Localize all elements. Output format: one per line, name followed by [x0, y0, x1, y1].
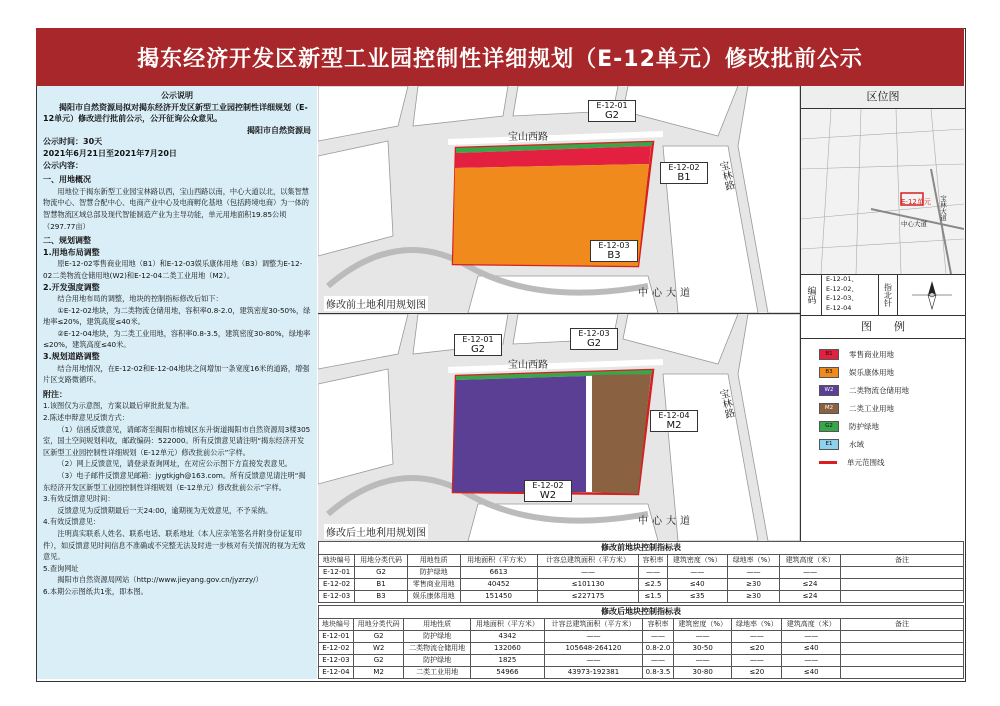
parcel-type: B3 — [607, 250, 621, 261]
parcel-m2-after — [592, 374, 651, 494]
table-cell: —— — [782, 655, 841, 667]
table-cell: 4342 — [470, 631, 544, 643]
table-cell: ≤101130 — [537, 579, 639, 591]
legend-swatch: E1 — [819, 439, 839, 450]
legend-item-b3 — [801, 363, 965, 381]
note-2a: （1）信函反馈意见，请邮寄至揭阳市榕城区东升街道揭阳市自然资源局3楼305室，国土空间规划科收，邮政编码：522000。所有反馈意见请注明“揭东经济开发区新型工业园控制性详细规划（E-12单元）修改批前公示”字样。 — [43, 424, 311, 457]
legend-label: 二类工业用地 — [849, 403, 894, 413]
table-cell: B1 — [355, 579, 408, 591]
label-e12-03-after — [570, 328, 618, 350]
notice-time-range: 2021年6月21日至2021年7月20日 — [43, 148, 177, 158]
table-cell: ≤2.5 — [639, 579, 667, 591]
legend-label: 单元范围线 — [847, 457, 885, 467]
north-label: 指北针 — [879, 275, 898, 315]
column-header: 建筑高度（米） — [780, 555, 841, 567]
note-2: 2.陈述申辩意见反馈方式： — [43, 413, 129, 423]
parcel-type: G2 — [470, 344, 486, 355]
location-unit-label: E-12单元 — [901, 198, 931, 206]
table-cell: —— — [732, 631, 782, 643]
legend-label: 娱乐康体用地 — [849, 367, 894, 377]
table-cell: G2 — [353, 631, 404, 643]
table-cell — [841, 591, 964, 603]
legend-swatch: M2 — [819, 403, 839, 414]
column-header: 备注 — [841, 619, 964, 631]
table-after — [318, 605, 964, 679]
table-cell: —— — [642, 631, 673, 643]
code-list — [822, 275, 879, 315]
table-row — [319, 667, 964, 679]
section-2-1-title: 1.用地布局调整 — [43, 247, 100, 257]
table-cell: —— — [674, 631, 732, 643]
table-cell: ≥30 — [727, 579, 779, 591]
table-cell: 防护绿地 — [404, 631, 470, 643]
legend-swatch: W2 — [819, 385, 839, 396]
notice-panel — [37, 86, 317, 679]
column-header: 绿地率（%） — [727, 555, 779, 567]
table-cell: 0.8-2.0 — [642, 643, 673, 655]
table-after-header — [319, 619, 964, 631]
parcel-type: G2 — [586, 338, 602, 349]
code-item: E-12-02、 — [826, 284, 858, 293]
table-cell — [841, 631, 964, 643]
legend-label: 二类物流仓储用地 — [849, 385, 909, 395]
column-header: 用地分类代码 — [353, 619, 404, 631]
code-item: E-12-04 — [826, 303, 852, 312]
road-north-after: 宝山西路 — [508, 360, 548, 371]
road-south-before: 中心大道 — [638, 288, 694, 299]
column-header: 地块编号 — [319, 555, 355, 567]
section-2-2-a: ①E-12-02地块，为二类物流仓储用地，容积率0.8-2.0，建筑密度30-50%，绿地率≤20%，建筑高度≤40米。 — [43, 305, 311, 327]
legend-title: 图 例 — [801, 316, 965, 339]
note-5: 5.查询网址 — [43, 563, 79, 573]
legend-label: 水域 — [849, 439, 864, 449]
column-header: 用地性质 — [404, 619, 470, 631]
parcel-code: E-12-01 — [462, 335, 494, 344]
table-cell: —— — [639, 567, 667, 579]
table-cell: M2 — [353, 667, 404, 679]
table-cell: ≤20 — [732, 667, 782, 679]
table-cell: 防护绿地 — [404, 655, 470, 667]
location-map — [801, 109, 965, 275]
note-3-text: 反馈意见为反馈期最后一天24:00，逾期视为无效意见，不予采纳。 — [57, 505, 273, 515]
table-cell: 40452 — [460, 579, 537, 591]
section-2-3-title: 3.规划道路调整 — [43, 352, 100, 362]
section-1-title: 一、用地概况 — [43, 175, 91, 185]
note-2b: （2）网上反馈意见，请登录查询网址，在对应公示图下方直接发表意见。 — [57, 459, 292, 469]
legend-item-m2 — [801, 399, 965, 417]
column-header: 用地面积（平方米） — [460, 555, 537, 567]
map-after-label: 修改后土地利用规划图 — [324, 524, 428, 539]
code-box — [801, 275, 965, 316]
column-header: 建筑密度（%） — [667, 555, 727, 567]
note-2c: （3）电子邮件反馈意见邮箱：jygtkjgh@163.com。所有反馈意见请注明“揭东经济开发区新型工业园控制性详细规划（E-12单元）修改批前公示”字样。 — [43, 471, 306, 492]
table-cell — [841, 567, 964, 579]
code-item: E-12-03、 — [826, 294, 858, 302]
section-1-text: 用地位于揭东新型工业园宝林路以西，宝山西路以南，中心大道以北，以集智慧物流中心、智慧合配中心、电商产业中心及电商孵化基地（包括跨境电商）为一体的智慧物流区域总部及现代智能制造产业为主导功能，单元用地面积19.85公顷（297.77亩） — [43, 186, 309, 231]
control-tables — [318, 541, 964, 680]
table-cell: —— — [780, 567, 841, 579]
table-cell: 6613 — [460, 567, 537, 579]
parcel-code: E-12-01 — [596, 101, 628, 110]
north-arrow-icon — [898, 275, 965, 315]
legend-list — [801, 339, 965, 471]
map-before-svg — [318, 86, 800, 313]
parcel-code: E-12-03 — [598, 241, 630, 250]
table-cell: E-12-01 — [319, 567, 355, 579]
table-cell: ≤40 — [782, 667, 841, 679]
table-cell: E-12-04 — [319, 667, 354, 679]
legend-item-b1 — [801, 345, 965, 363]
note-4-text: 注明真实联系人姓名、联系电话、联系地址（本人应亲笔签名并附身份证复印件），如反馈意见时间信息不准确或不完整无法及时进一步核对有关情况的视为无效意见。 — [43, 528, 306, 562]
location-road-2: 宝林大道 — [939, 195, 947, 221]
map-before — [318, 86, 800, 314]
table-row — [319, 655, 964, 667]
column-header: 计容总建筑面积（平方米） — [545, 619, 643, 631]
note-3: 3.有效反馈意见时间： — [43, 494, 115, 504]
table-cell: ≥30 — [727, 591, 779, 603]
location-map-svg — [801, 109, 964, 274]
parcel-code: E-12-03 — [578, 329, 610, 338]
column-header: 容积率 — [642, 619, 673, 631]
table-cell: —— — [545, 655, 643, 667]
road-east-before: 宝林路 — [716, 160, 735, 192]
column-header: 建筑高度（米） — [782, 619, 841, 631]
column-header: 计容总建筑面积（平方米） — [537, 555, 639, 567]
label-e12-03-before — [590, 240, 638, 262]
legend-label: 零售商业用地 — [849, 349, 894, 359]
table-cell: G2 — [353, 655, 404, 667]
table-cell: 105648-264120 — [545, 643, 643, 655]
section-2-title: 二、规划调整 — [43, 236, 91, 246]
legend-item-e1 — [801, 435, 965, 453]
notice-time-label: 公示时间：30天 — [43, 137, 103, 147]
column-header: 用地性质 — [407, 555, 460, 567]
label-e12-01-before — [588, 100, 636, 122]
table-cell: 防护绿地 — [407, 567, 460, 579]
sidebar — [800, 86, 965, 541]
map-after — [318, 314, 800, 542]
parcel-type: W2 — [539, 490, 557, 501]
notice-org: 揭阳市自然资源局 — [247, 125, 311, 135]
road-north-before: 宝山西路 — [508, 132, 548, 143]
label-e12-02-before — [660, 162, 708, 184]
table-cell: —— — [732, 655, 782, 667]
table-cell: W2 — [353, 643, 404, 655]
table-cell: ≤1.5 — [639, 591, 667, 603]
legend-swatch: G2 — [819, 421, 839, 432]
section-2-1-text: 原E-12-02零售商业用地（B1）和E-12-03娱乐康体用地（B3）调整为E-12-02二类物流仓储用地(W2)和E-12-04二类工业用地（M2）。 — [43, 259, 303, 280]
column-header: 地块编号 — [319, 619, 354, 631]
table-before — [318, 541, 964, 603]
table-row — [319, 631, 964, 643]
table-before-body — [319, 567, 964, 603]
label-e12-04-after — [650, 410, 698, 432]
table-cell: E-12-01 — [319, 631, 354, 643]
table-cell: ≤20 — [732, 643, 782, 655]
table-cell: 54966 — [470, 667, 544, 679]
code-label: 编码 — [801, 275, 822, 315]
table-cell — [841, 579, 964, 591]
table-cell: —— — [667, 567, 727, 579]
table-cell: 151450 — [460, 591, 537, 603]
table-cell: ≤35 — [667, 591, 727, 603]
table-cell: ≤40 — [782, 643, 841, 655]
table-cell: ≤24 — [780, 579, 841, 591]
parcel-type: B1 — [677, 172, 691, 183]
notice-intro: 揭阳市自然资源局拟对揭东经济开发区新型工业园控制性详细规划（E-12单元）修改进行批前公示，公开征询公众意见。 — [43, 102, 308, 124]
legend-swatch: B3 — [819, 367, 839, 378]
label-e12-02-after — [524, 480, 572, 502]
notes-title: 附注： — [43, 389, 67, 399]
table-after-caption: 修改后地块控制指标表 — [319, 606, 964, 619]
table-before-caption: 修改前地块控制指标表 — [319, 542, 964, 555]
parcel-type: M2 — [666, 420, 682, 431]
parcel-code: E-12-04 — [658, 411, 690, 420]
table-cell: 30-80 — [674, 667, 732, 679]
notice-heading: 公示说明 — [161, 91, 193, 100]
table-row — [319, 643, 964, 655]
table-cell: —— — [545, 631, 643, 643]
column-header: 用地分类代码 — [355, 555, 408, 567]
table-cell: 132060 — [470, 643, 544, 655]
legend-item-w2 — [801, 381, 965, 399]
notice-content-label: 公示内容： — [43, 160, 83, 170]
note-1: 1.该图仅为示意图，方案以最后审批批复为准。 — [43, 401, 194, 411]
parcel-code: E-12-02 — [532, 481, 564, 490]
table-cell: ≤40 — [667, 579, 727, 591]
parcel-code: E-12-02 — [668, 163, 700, 172]
legend-item-boundary — [801, 453, 965, 471]
code-item: E-12-01、 — [826, 275, 858, 283]
note-5-text[interactable]: 揭阳市自然资源局网站（http://www.jieyang.gov.cn/jyzrzy/） — [57, 575, 263, 585]
table-cell: 娱乐康体用地 — [407, 591, 460, 603]
legend-item-g2 — [801, 417, 965, 435]
table-cell: E-12-03 — [319, 655, 354, 667]
table-cell: B3 — [355, 591, 408, 603]
table-cell: ≤24 — [780, 591, 841, 603]
table-cell: —— — [727, 567, 779, 579]
table-cell: E-12-02 — [319, 579, 355, 591]
table-row — [319, 579, 964, 591]
column-header: 绿地率（%） — [732, 619, 782, 631]
table-cell — [841, 667, 964, 679]
table-before-header — [319, 555, 964, 567]
road-east-after: 宝林路 — [716, 388, 735, 420]
location-road-1: 中心大道 — [901, 220, 927, 228]
legend-label: 防护绿地 — [849, 421, 879, 431]
label-e12-01-after — [454, 334, 502, 356]
table-cell: 1825 — [470, 655, 544, 667]
note-4: 4.有效反馈意见： — [43, 517, 101, 527]
table-cell: 二类物流仓储用地 — [404, 643, 470, 655]
table-cell: G2 — [355, 567, 408, 579]
column-header: 容积率 — [639, 555, 667, 567]
road-south-after: 中心大道 — [638, 516, 694, 527]
table-cell — [841, 655, 964, 667]
table-row — [319, 567, 964, 579]
map-after-svg — [318, 314, 800, 541]
map-before-label: 修改前土地利用规划图 — [324, 296, 428, 311]
table-cell: E-12-02 — [319, 643, 354, 655]
table-cell — [841, 643, 964, 655]
table-cell: ≤227175 — [537, 591, 639, 603]
section-2-3-text: 结合用地情况，在E-12-02和E-12-04地块之间增加一条宽度16米的道路，增强片区支路微循环。 — [43, 363, 310, 385]
column-header: 备注 — [841, 555, 964, 567]
table-cell: 0.8-3.5 — [642, 667, 673, 679]
section-2-2-text: 结合用地布局的调整，地块的控制指标修改后如下： — [57, 294, 223, 304]
table-cell: 30-50 — [674, 643, 732, 655]
section-2-2-b: ②E-12-04地块，为二类工业用地，容积率0.8-3.5，建筑密度30-80%，绿地率≤20%，建筑高度≤40米。 — [43, 328, 311, 350]
table-cell: —— — [782, 631, 841, 643]
column-header: 建筑密度（%） — [674, 619, 732, 631]
legend-swatch: B1 — [819, 349, 839, 360]
table-cell: —— — [537, 567, 639, 579]
table-cell: 43973-192381 — [545, 667, 643, 679]
table-row — [319, 591, 964, 603]
parcel-w2-after — [453, 376, 586, 492]
table-after-body — [319, 631, 964, 679]
table-cell: —— — [642, 655, 673, 667]
table-cell: 零售商业用地 — [407, 579, 460, 591]
parcel-type: G2 — [604, 110, 620, 121]
table-cell: —— — [674, 655, 732, 667]
table-cell: E-12-03 — [319, 591, 355, 603]
page-title: 揭东经济开发区新型工业园控制性详细规划（E-12单元）修改批前公示 — [36, 28, 964, 86]
location-map-title: 区位图 — [801, 86, 965, 109]
column-header: 用地面积（平方米） — [470, 619, 544, 631]
legend-line-swatch — [819, 461, 837, 464]
note-6: 6.本期公示图纸共1张，即本图。 — [43, 586, 148, 596]
table-cell: 二类工业用地 — [404, 667, 470, 679]
section-2-2-title: 2.开发强度调整 — [43, 282, 100, 292]
